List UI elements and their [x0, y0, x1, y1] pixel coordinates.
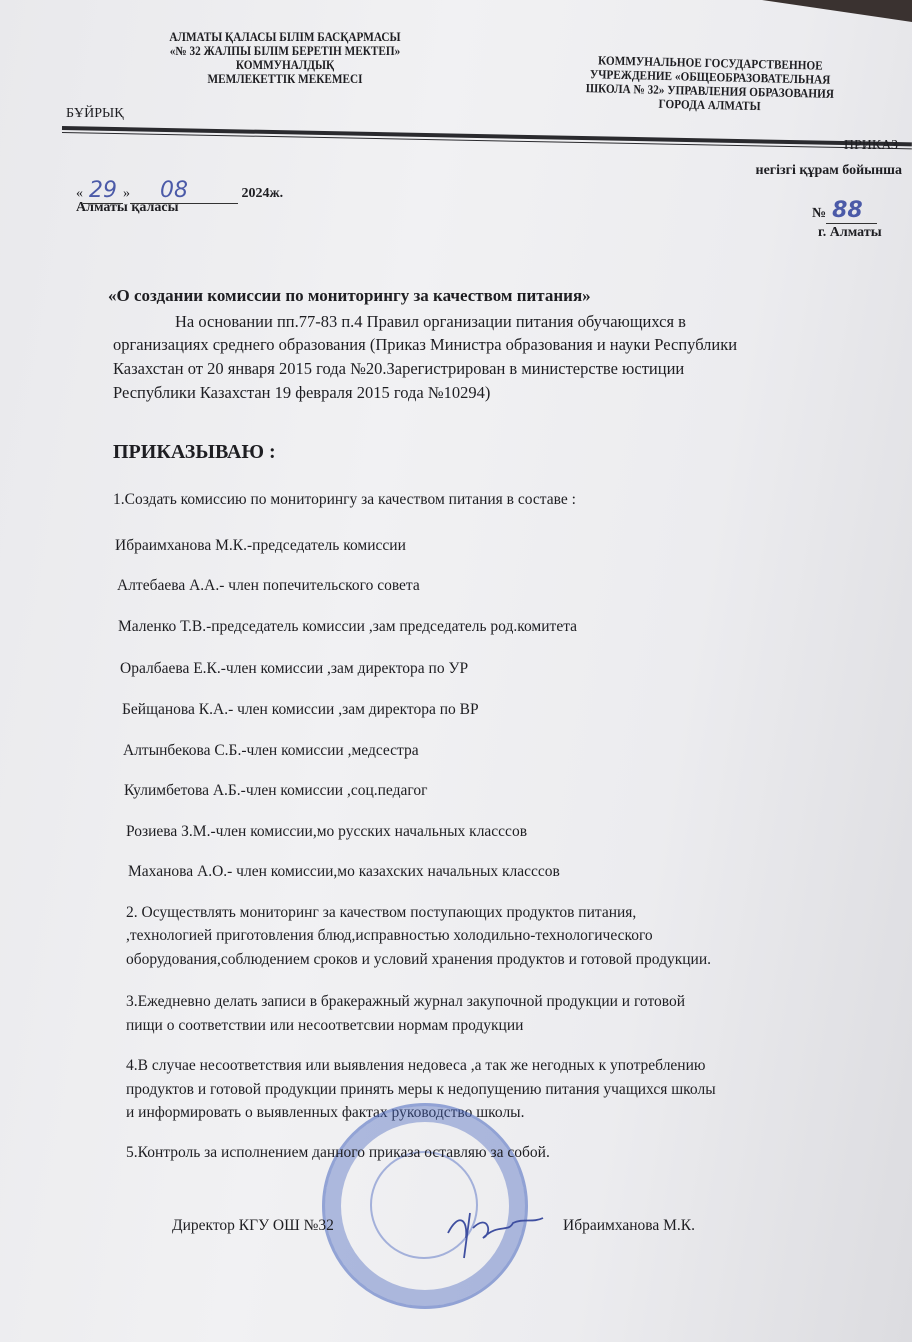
header-right	[561, 53, 859, 116]
buyryk-label: БҰЙРЫҚ	[66, 106, 124, 121]
member: Алтебаева А.А.- член попечительского совета	[117, 577, 420, 594]
number-label: №	[812, 206, 827, 221]
item-1: 1.Создать комиссию по мониторингу за качеством питания в составе :	[113, 491, 576, 508]
header-line: КОММУНАЛЬНОЕ ГОСУДАРСТВЕННОЕ	[597, 53, 823, 73]
header-line: УЧРЕЖДЕНИЕ «ОБЩЕОБРАЗОВАТЕЛЬНАЯ	[589, 67, 831, 87]
item-4-line: 4.В случае несоответствия или выявления недовеса ,а так же негодных к употреблению	[126, 1057, 706, 1074]
member: Ибраимханова М.К.-председатель комиссии	[115, 537, 406, 554]
basis-label: негізгі құрам бойынша	[755, 163, 902, 178]
date-day: 29	[83, 178, 123, 204]
prikaz-label: ПРИКАЗ	[843, 138, 898, 153]
preamble-line: На основании пп.77-83 п.4 Правил организации питания обучающихся в	[175, 312, 686, 331]
header-line: «№ 32 ЖАЛПЫ БІЛІМ БЕРЕТІН МЕКТЕП»	[169, 44, 401, 58]
member: Маханова А.О.- член комиссии,мо казахских начальных класссов	[128, 863, 560, 880]
date-line: « 29 » 08 2024ж.	[76, 178, 284, 203]
header-line: КОММУНАЛДЫҚ	[235, 58, 335, 72]
member: Оралбаева Е.К.-член комиссии ,зам директора по УР	[120, 660, 469, 677]
date-year: 2024ж.	[241, 186, 284, 201]
item-5: 5.Контроль за исполнением данного приказа оставляю за собой.	[126, 1144, 550, 1161]
header-line: АЛМАТЫ ҚАЛАСЫ БІЛІМ БАСҚАРМАСЫ	[169, 30, 401, 44]
header-line: ГОРОДА АЛМАТЫ	[658, 96, 761, 114]
member: Алтынбекова С.Б.-член комиссии ,медсестра	[123, 742, 419, 759]
preamble-line: организациях среднего образования (Приказ Министра образования и науки Республики	[113, 335, 738, 354]
date-month: 08	[130, 178, 238, 204]
city-kz: Алматы қаласы	[76, 200, 179, 215]
item-4-line: и информировать о выявленных фактах руководство школы.	[126, 1104, 525, 1121]
order-number	[812, 198, 877, 223]
photo-background-corner	[762, 0, 912, 22]
number-value: 88	[826, 198, 877, 224]
signature-name: Ибраимханова М.К.	[563, 1217, 696, 1234]
document-title: «О создании комиссии по мониторингу за качеством питания»	[108, 286, 591, 305]
signature-position: Директор КГУ ОШ №32	[172, 1217, 334, 1234]
city-ru: г. Алматы	[818, 225, 882, 240]
member: Бейщанова К.А.- член комиссии ,зам директора по ВР	[122, 701, 479, 718]
handwritten-signature	[438, 1193, 548, 1263]
order-word: ПРИКАЗЫВАЮ :	[113, 441, 276, 463]
header-line: МЕМЛЕКЕТТІК МЕКЕМЕСІ	[207, 72, 363, 86]
header-rule	[62, 126, 912, 146]
header-line: ШКОЛА № 32» УПРАВЛЕНИЯ ОБРАЗОВАНИЯ	[585, 81, 835, 101]
preamble-line: Республики Казахстан 19 февраля 2015 года №10294)	[113, 383, 491, 402]
item-2-line: 2. Осуществлять мониторинг за качеством поступающих продуктов питания,	[126, 904, 637, 921]
item-2-line: ,технологией приготовления блюд,исправностью холодильно-технологического	[126, 927, 653, 944]
member: Маленко Т.В.-председатель комиссии ,зам председатель род.комитета	[118, 618, 578, 635]
item-4-line: продуктов и готовой продукции принять меры к недопущению питания учащихся школы	[126, 1081, 716, 1098]
preamble-line: Казахстан от 20 января 2015 года №20.Зарегистрирован в министерстве юстиции	[113, 359, 685, 378]
item-3-line: пищи о соответствии или несоответсвии нормам продукции	[126, 1017, 524, 1034]
item-3-line: 3.Ежедневно делать записи в бракеражный журнал закупочной продукции и готовой	[126, 993, 686, 1010]
member: Кулимбетова А.Б.-член комиссии ,соц.педагог	[124, 782, 428, 799]
item-2-line: оборудования,соблюдением сроков и условий хранения продуктов и готовой продукции.	[126, 951, 712, 968]
member: Розиева З.М.-член комиссии,мо русских начальных класссов	[126, 823, 528, 840]
header-left	[137, 30, 434, 86]
